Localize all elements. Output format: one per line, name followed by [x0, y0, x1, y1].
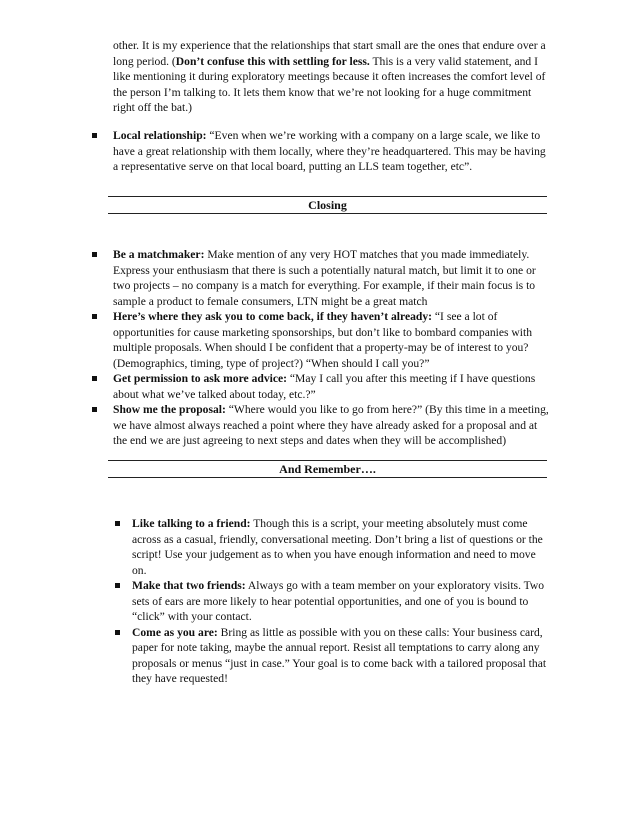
intro-bold: Don’t confuse this with settling for less.	[175, 54, 370, 68]
list-item	[113, 371, 549, 402]
item-label: Show me the proposal:	[113, 403, 226, 416]
bullet-icon	[92, 133, 97, 138]
remember-list	[132, 516, 552, 687]
divider	[108, 477, 547, 478]
item-label: Here’s where they ask you to come back, if they haven’t already:	[113, 310, 433, 323]
item-text: “Even when we’re working with a company on a large scale, we like to have a great relationship with them locally, where they’re headquartered. This may be having a representative serve on that local board, putting an LLS team together, etc”.	[113, 129, 546, 173]
item-text: Bring as little as possible with you on these calls: Your business card, paper for note taking, maybe the annual report. Resist all temptations to carry along any proposals or menus “just in case.” Your goal is to come back with a tailored proposal that they have requested!	[132, 625, 547, 685]
item-label: Like talking to a friend:	[132, 517, 251, 530]
item-text: Though this is a script, your meeting absolutely must come across as a casual, friendly, conversational meeting. Don’t bring a list of questions or the script! Use your judgement as to when you have enough information and need to move on.	[132, 517, 543, 577]
list-item	[113, 247, 549, 309]
closing-list	[113, 247, 549, 449]
list-item	[132, 625, 552, 687]
bullet-icon	[115, 583, 120, 588]
divider	[108, 460, 547, 461]
list-item	[113, 128, 549, 175]
item-label: Make that two friends:	[132, 579, 246, 592]
divider	[108, 213, 547, 214]
item-text: “I see a lot of opportunities for cause marketing sponsorships, but don’t like to bombard companies with multiple proposals. When should I be confident that a property-may be of interest to you? (Demographics, timing, type of project?) “When should I call you?”	[113, 310, 533, 370]
section-heading-closing: Closing	[308, 198, 347, 212]
list-item	[132, 578, 552, 625]
bullet-icon	[92, 252, 97, 257]
list-item	[132, 516, 552, 578]
bullet-icon	[92, 407, 97, 412]
intro-text-1: other. It is my experience that the relationships that start small are the ones that endure over a long period. (	[113, 39, 546, 68]
local-relationship-list	[113, 128, 549, 175]
item-text: “May I call you after this meeting if I have questions about what we’ve talked about today, etc.?”	[113, 372, 536, 401]
item-label: Be a matchmaker:	[113, 248, 205, 261]
divider	[108, 196, 547, 197]
bullet-icon	[115, 630, 120, 635]
intro-paragraph	[113, 38, 553, 116]
item-text: “Where would you like to go from here?” (By this time in a meeting, we have almost always reached a point where they have already asked for a proposal and at the end we are just agreeing to next steps and dates when they will be accomplished)	[113, 403, 549, 447]
section-heading-remember: And Remember….	[279, 462, 376, 476]
bullet-icon	[115, 521, 120, 526]
list-item	[113, 402, 549, 449]
item-label: Local relationship:	[113, 129, 207, 142]
item-text: Make mention of any very HOT matches that you made immediately. Express your enthusiasm that there is such a potentially natural match, but limit it to one or two projects – no company is a match for everything. For example, if their main focus is to sample a product to female consumers, LTN might be a great match	[113, 248, 536, 308]
item-label: Get permission to ask more advice:	[113, 372, 287, 385]
item-label: Come as you are:	[132, 625, 218, 639]
intro-text-2: This is a very valid statement, and I like mentioning it during exploratory meetings because it often increases the comfort level of the person I’m talking to. It lets them know that we’re not looking for a huge commitment right off the bat.)	[113, 54, 546, 114]
bullet-icon	[92, 376, 97, 381]
item-text: Always go with a team member on your exploratory visits. Two sets of ears are more likely to hear potential opportunities, and one of you is bound to “click” with your contact.	[132, 579, 545, 623]
list-item	[113, 309, 549, 371]
bullet-icon	[92, 314, 97, 319]
